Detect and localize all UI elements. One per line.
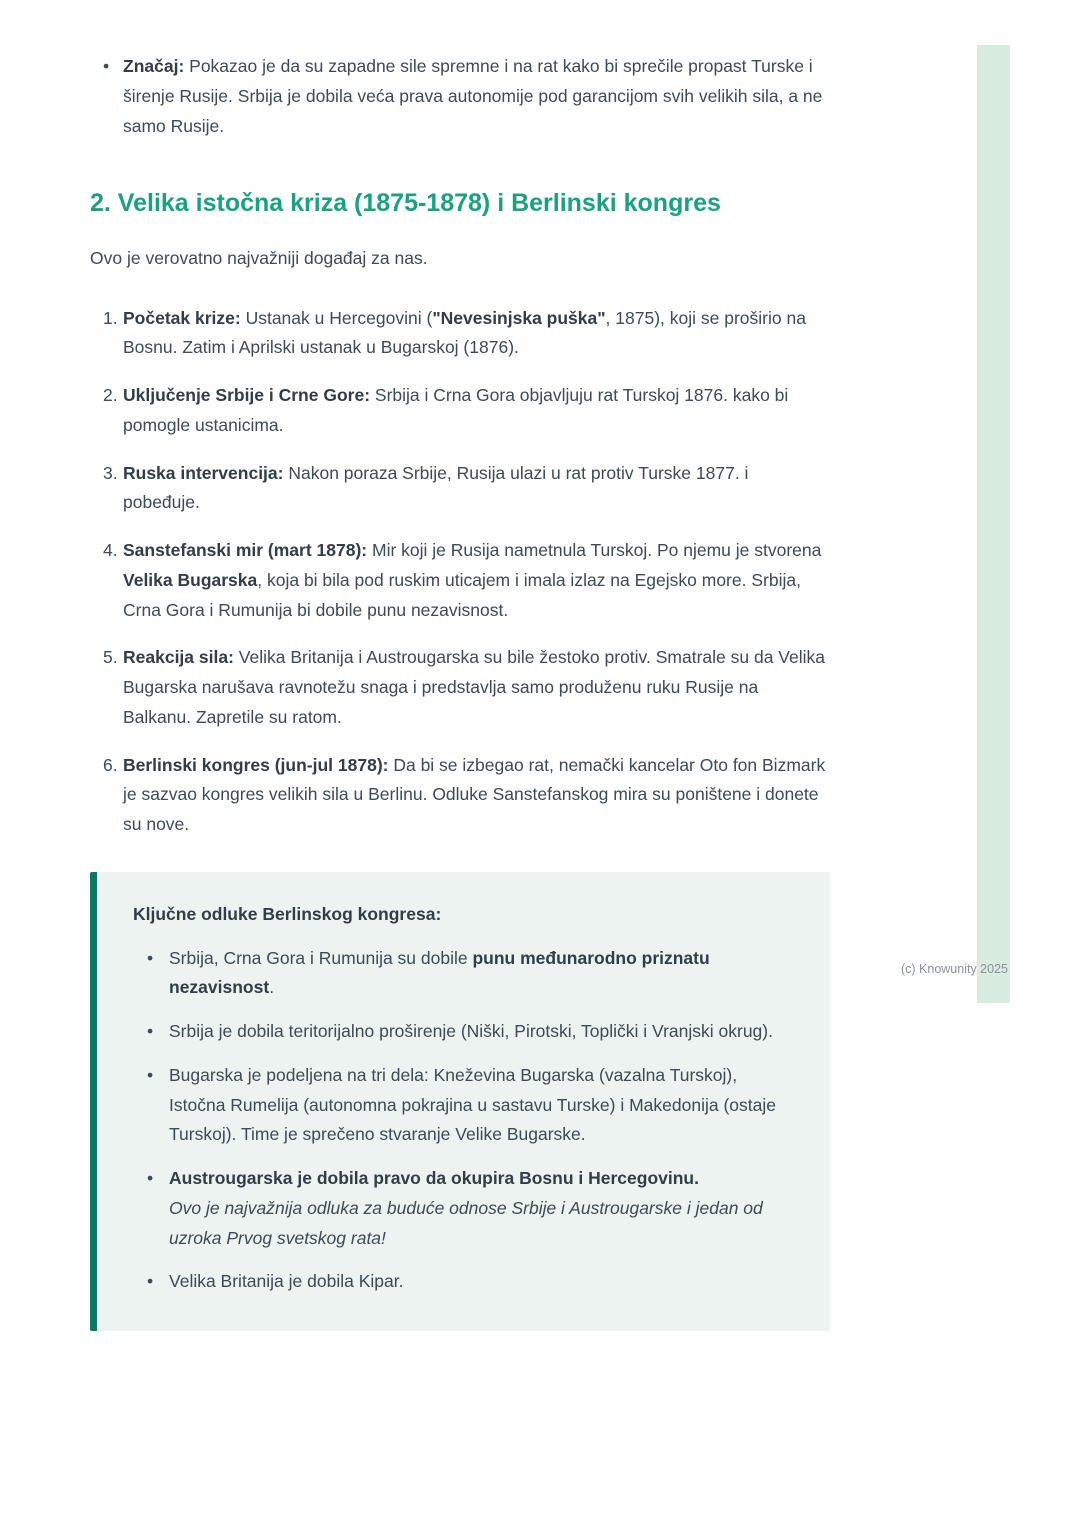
callout-title: Ključne odluke Berlinskog kongresa:: [133, 903, 442, 924]
bullet-marker: •: [147, 1271, 154, 1292]
item-text: Početak krize: Ustanak u Hercegovini ("Nevesinjska puška", 1875), koji se proširio na Bosnu. Zatim i Aprilski ustanak u Bugarskoj (1876).: [123, 307, 811, 358]
numbered-list: [90, 304, 830, 840]
callout-item-text: Srbija je dobila teritorijalno proširenje (Niški, Pirotski, Toplički i Vranjski okrug).: [169, 1021, 773, 1041]
numbered-item-4: [103, 536, 830, 625]
item-number: 2.: [103, 385, 118, 405]
callout-item-text: Austrougarska je dobila pravo da okupira Bosnu i Hercegovinu. Ovo je najvažnija odluka za buduće odnose Srbije i Austrougarske i jedan od uzroka Prvog svetskog rata!: [169, 1168, 768, 1248]
item-number: 1.: [103, 307, 118, 328]
bullet-marker: •: [147, 1064, 154, 1085]
list-item: [90, 52, 830, 141]
item-text: Reakcija sila: Velika Britanija i Austrougarska su bile žestoko protiv. Smatrale su da Velika Bugarska narušava ravnotežu snaga i predstavlja samo produženu ruku Rusije na Balkanu. Zapretile su ratom.: [123, 647, 830, 727]
callout-bullet-list: [133, 944, 790, 1298]
bullet-marker: •: [147, 1021, 154, 1041]
callout-item-1: [147, 944, 790, 1004]
bullet-marker: •: [147, 947, 154, 968]
item-number: 6.: [103, 754, 118, 775]
copyright-footer: (c) Knowunity 2025: [900, 962, 1008, 976]
item-text: Ruska intervencija: Nakon poraza Srbije, Rusija ulazi u rat protiv Turske 1877. i pobeđuje.: [123, 462, 754, 513]
callout-item-5: [147, 1267, 790, 1297]
numbered-item-1: [103, 304, 830, 364]
callout-item-3: [147, 1061, 790, 1150]
callout-item-text: Velika Britanija je dobila Kipar.: [169, 1271, 404, 1292]
item-number: 3.: [103, 462, 118, 483]
item-text: Sanstefanski mir (mart 1878): Mir koji je Rusija nametnula Turskoj. Po njemu je stvorena Velika Bugarska, koja bi bila pod ruskim uticajem i imala izlaz na Egejsko more. Srbija, Crna Gora i Rumunija bi dobile punu nezavisnost.: [123, 540, 827, 620]
item-number: 5.: [103, 647, 118, 668]
item-number: 4.: [103, 540, 118, 560]
section-intro-paragraph: Ovo je verovatno najvažniji događaj za nas.: [90, 247, 428, 268]
numbered-item-6: [103, 751, 830, 840]
page-side-strip: [977, 45, 1010, 1003]
item-text: Uključenje Srbije i Crne Gore: Srbija i Crna Gora objavljuju rat Turskoj 1876. kako bi pomogle ustanicima.: [123, 385, 794, 435]
section-heading: 2. Velika istočna kriza (1875-1878) i Berlinski kongres: [90, 189, 721, 218]
numbered-item-2: [103, 381, 830, 441]
list-item-text: Značaj: Pokazao je da su zapadne sile spremne i na rat kako bi sprečile propast Turske i širenje Rusije. Srbija je dobila veća prava autonomije pod garancijom svih velikih sila, a ne samo Rusije.: [123, 56, 828, 136]
key-decisions-callout: [90, 872, 830, 1331]
callout-item-4: [147, 1164, 790, 1253]
bullet-marker: •: [147, 1168, 154, 1188]
numbered-item-5: [103, 643, 830, 732]
callout-item-2: [147, 1017, 790, 1047]
callout-item-text: Bugarska je podeljena na tri dela: Kneževina Bugarska (vazalna Turskoj), Istočna Rumelija (autonomna pokrajina u sastavu Turske) i Makedonija (ostaje Turskoj). Time je sprečeno stvaranje Velike Bugarske.: [169, 1064, 781, 1145]
bullet-marker: •: [103, 56, 110, 76]
item-text: Berlinski kongres (jun-jul 1878): Da bi se izbegao rat, nemački kancelar Oto fon Bizmark je sazvao kongres velikih sila u Berlinu. Odluke Sanstefanskog mira su poništene i donete su nove.: [123, 754, 831, 834]
numbered-item-3: [103, 459, 830, 519]
callout-item-text: Srbija, Crna Gora i Rumunija su dobile punu međunarodno priznatu nezavisnost.: [169, 947, 715, 998]
